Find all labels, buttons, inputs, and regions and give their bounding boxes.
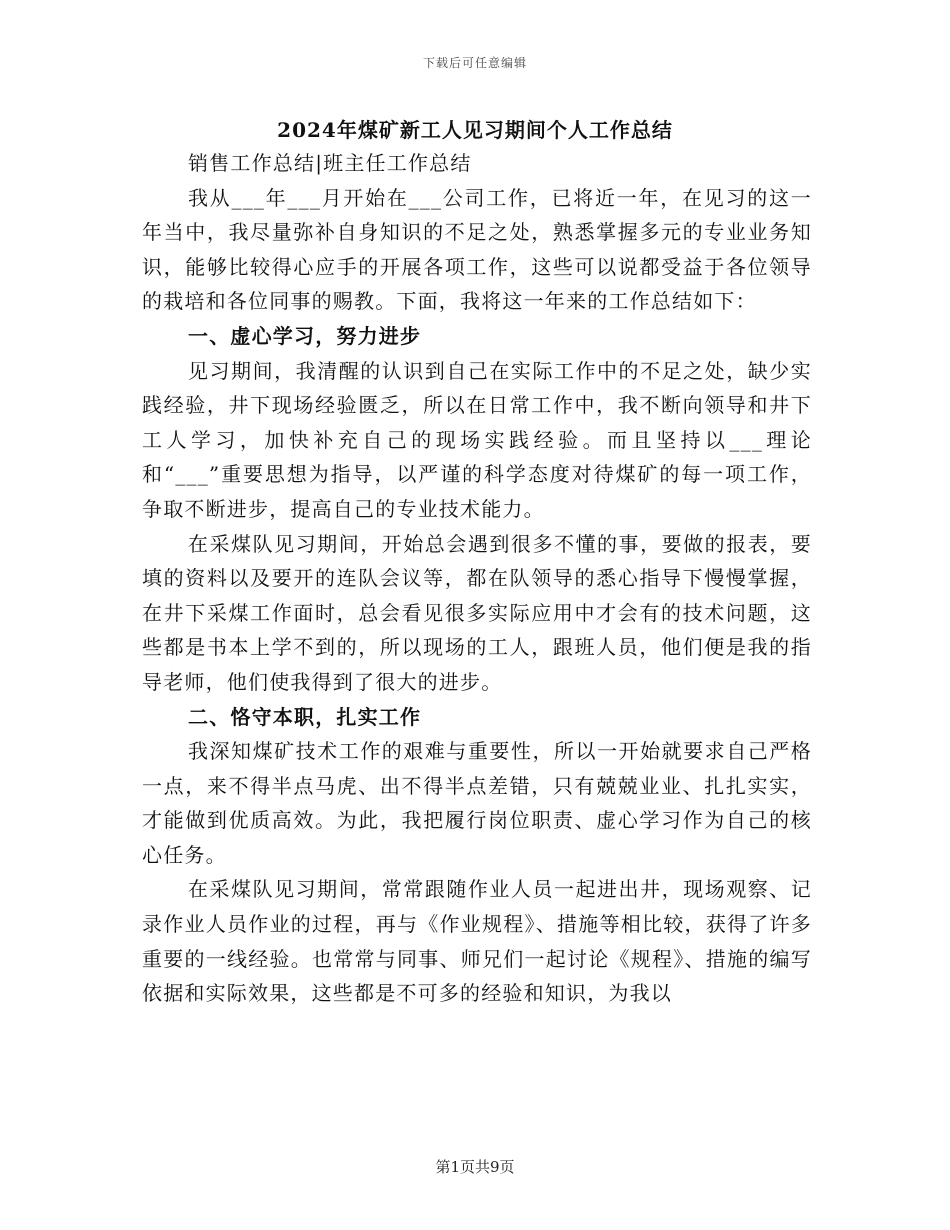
page-footer: 第1页共9页 bbox=[435, 1158, 515, 1176]
header-note: 下载后可任意编辑 bbox=[422, 56, 527, 70]
document-body bbox=[142, 146, 812, 1011]
subtitle-line: 销售工作总结|班主任工作总结 bbox=[188, 151, 472, 175]
section-heading-2: 二、恪守本职，扎实工作 bbox=[188, 704, 422, 729]
paragraph: 在采煤队见习期间，常常跟随作业人员一起进出井，现场观察、记录作业人员作业的过程，再与《作业规程》、措施等相比较，获得了许多重要的一线经验。也常常与同事、师兄们一起讨论《规程》、措施的编写依据和实际效果，这些都是不可多的经验和知识，为我以 bbox=[142, 877, 812, 1006]
document-title: 2024年煤矿新工人见习期间个人工作总结 bbox=[277, 118, 673, 142]
section-heading-1: 一、虚心学习，努力进步 bbox=[188, 323, 422, 348]
paragraph-intro: 我从___年___月开始在___公司工作，已将近一年，在见习的这一年当中，我尽量弥补自身知识的不足之处，熟悉掌握多元的专业业务知识，能够比较得心应手的开展各项工作，这些可以说都受益于各位领导的栽培和各位同事的赐教。下面，我将这一年来的工作总结如下： bbox=[142, 185, 812, 314]
paragraph: 见习期间，我清醒的认识到自己在实际工作中的不足之处，缺少实践经验，井下现场经验匮乏，所以在日常工作中，我不断向领导和井下工人学习，加快补充自己的现场实践经验。而且坚持以___理论和“___”重要思想为指导，以严谨的科学态度对待煤矿的每一项工作，争取不断进步，提高自己的专业技术能力。 bbox=[142, 358, 812, 521]
paragraph: 我深知煤矿技术工作的艰难与重要性，所以一开始就要求自己严格一点，来不得半点马虎、出不得半点差错，只有兢兢业业、扎扎实实，才能做到优质高效。为此，我把履行岗位职责、虚心学习作为自己的核心任务。 bbox=[142, 739, 812, 867]
paragraph: 在采煤队见习期间，开始总会遇到很多不懂的事，要做的报表，要填的资料以及要开的连队会议等，都在队领导的悉心指导下慢慢掌握，在井下采煤工作面时，总会看见很多实际应用中才会有的技术问题，这些都是书本上学不到的，所以现场的工人，跟班人员，他们便是我的指导老师，他们使我得到了很大的进步。 bbox=[142, 531, 812, 694]
